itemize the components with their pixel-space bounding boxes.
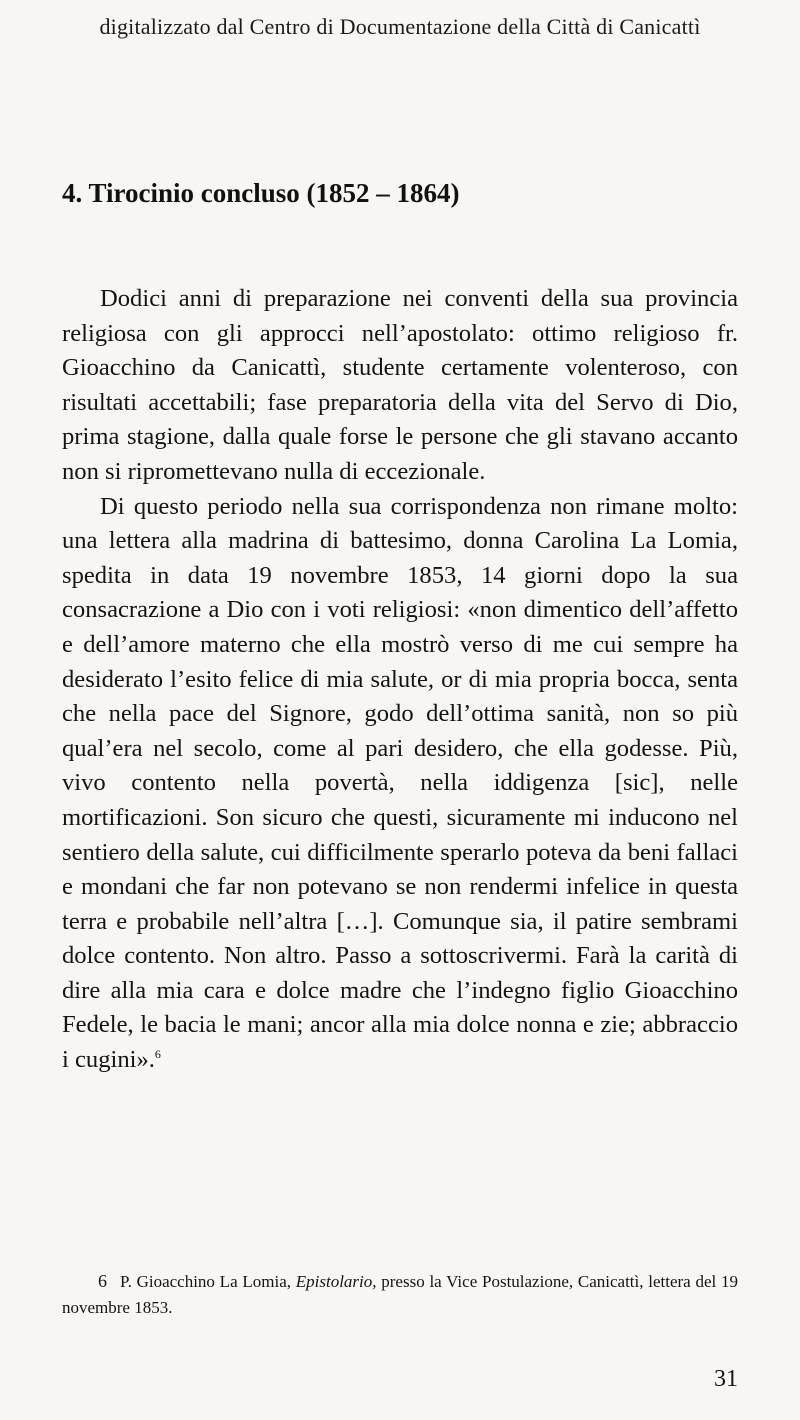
footnote-entry <box>62 1268 738 1321</box>
footnote-work-title: Epistolario, <box>295 1272 377 1291</box>
footnote-reference[interactable]: 6 <box>154 1046 161 1061</box>
page-number: 31 <box>714 1366 738 1392</box>
digitization-watermark: digitalizzato dal Centro di Documentazione della Città di Canicattì <box>99 14 701 39</box>
body-text <box>62 282 738 1078</box>
footnote-text-after: presso la Vice Postulazione, Canicattì, lettera del 19 novembre 1853. <box>62 1272 738 1317</box>
paragraph-1: Dodici anni di preparazione nei conventi della sua provincia religiosa con gli approcci nell’apostolato: ottimo religioso fr. Gioacchino da Canicattì, studente certamente volenteroso, con risultati accettabili; fase preparatoria della vita del Servo di Dio, prima stagione, dalla quale forse le persone che gli stavano accanto non si ripromettevano nulla di eccezionale. <box>62 285 738 485</box>
footnote <box>62 1268 738 1321</box>
footnote-number: 6 <box>98 1271 107 1291</box>
paragraph-2-text: Di questo periodo nella sua corrispondenza non rimane molto: una lettera alla madrina di battesimo, donna Carolina La Lomia, spedita in data 19 novembre 1853, 14 giorni dopo la sua consacrazione a Dio con i voti religiosi: «non dimentico dell’affetto e dell’amore materno che ella mostrò verso di me cui sempre ha desiderato l’esito felice di mia salute, or di mia propria bocca, senta che nella pace del Signore, godo dell’ottima sanità, non so più qual’era nel secolo, come al pari desidero, che ella godesse. Più, vivo contento nella povertà, nella iddigenza [sic], nelle mortificazioni. Son sicuro che questi, sicuramente mi inducono nel sentiero della salute, cui difficilmente sperarlo poteva da beni fallaci e mondani che far non potevano se non rendermi infelice in questa terra e probabile nell’altra […]. Comunque sia, il patire sembrami dolce contento. Non altro. Passo a sottoscrivermi. Farà la carità di dire alla mia cara e dolce madre che l’indegno figlio Gioacchino Fedele, le bacia le mani; ancor alla mia dolce nonna e zie; abbraccio i cugini». <box>62 492 738 1074</box>
chapter-title: 4. Tirocinio concluso (1852 – 1864) <box>62 178 460 208</box>
footnote-text-before: P. Gioacchino La Lomia, <box>120 1272 296 1291</box>
paragraph-2 <box>62 490 738 1078</box>
